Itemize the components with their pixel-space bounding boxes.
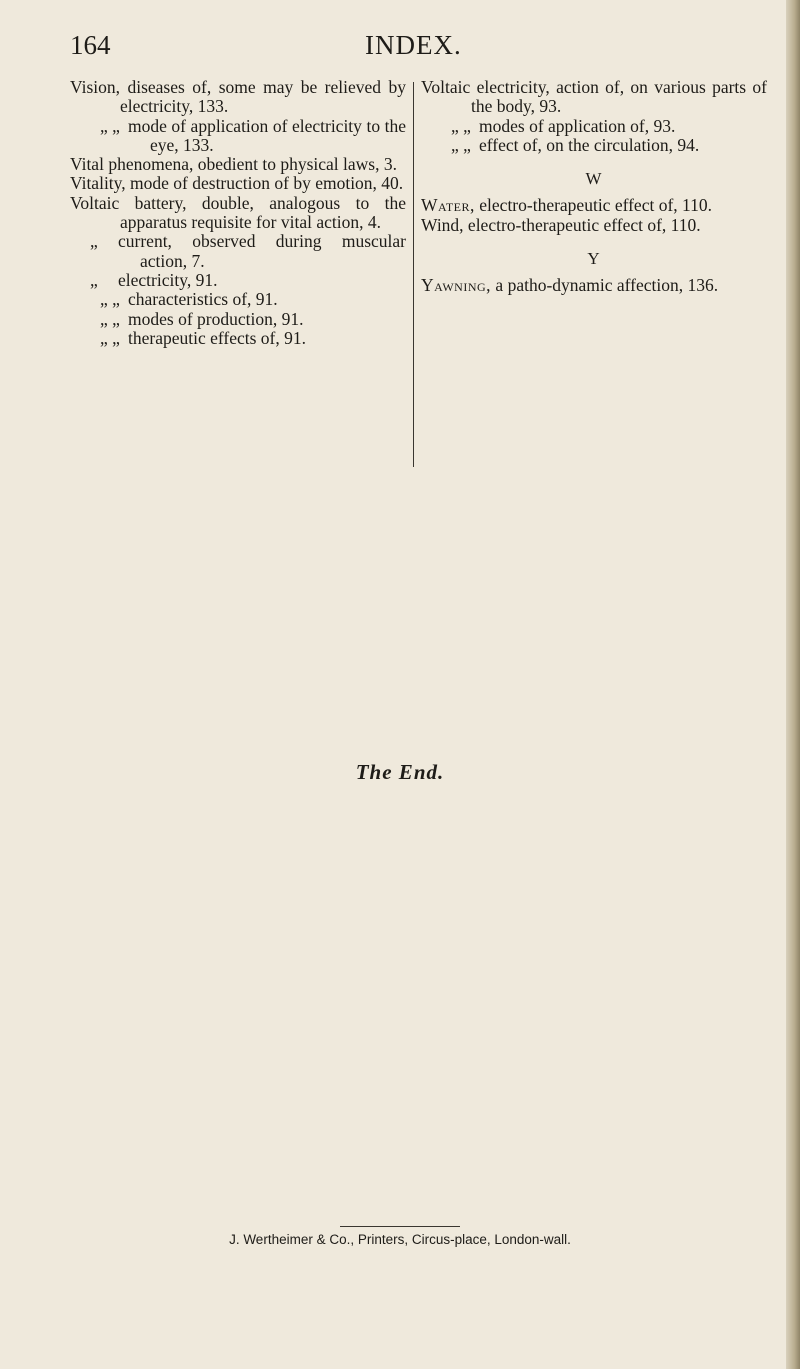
index-entry: Vitality, mode of destruction of by emotion, 40. [70,173,404,194]
index-subentry: „ „ modes of application of, 93. [451,115,676,136]
running-head: INDEX. [365,30,462,60]
index-subentry: „ „ effect of, on the circulation, 94. [451,134,700,155]
index-subentry: „ „ characteristics of, 91. [100,289,278,310]
section-letter-y: Y [587,249,601,269]
index-entry: Water, electro-therapeutic effect of, 110. [421,195,713,216]
index-subentry: „ current, observed during muscular action, 7. [90,231,406,271]
index-entry: Vision, diseases of, some may be relieved by electricity, 133. [70,77,406,117]
index-entry: Wind, electro-therapeutic effect of, 110. [421,214,701,235]
the-end-colophon: The End. [355,760,445,784]
index-entry: Voltaic battery, double, analogous to the apparatus requisite for vital action, 4. [70,192,406,233]
page-edge [786,0,800,1369]
printer-rule [340,1226,460,1227]
section-letter-w: W [585,169,603,189]
index-entry: Yawning, a patho-dynamic affection, 136. [421,275,719,296]
index-entry: Voltaic electricity, action of, on various parts of the body, 93. [421,77,767,117]
index-column-left [70,78,406,348]
printer-imprint: J. Wertheimer & Co., Printers, Circus-place, London-wall. [229,1232,571,1247]
index-subentry: „ electricity, 91. [90,269,218,290]
column-divider [413,82,414,467]
index-subentry: „ „ therapeutic effects of, 91. [100,327,306,348]
page-number: 164 [70,30,111,60]
index-subentry: „ „ modes of production, 91. [100,308,304,329]
page-header [70,30,770,64]
index-subentry: „ „ mode of application of electricity to the eye, 133. [100,115,406,155]
index-column-right [421,78,767,296]
index-entry: Vital phenomena, obedient to physical laws, 3. [70,154,397,175]
